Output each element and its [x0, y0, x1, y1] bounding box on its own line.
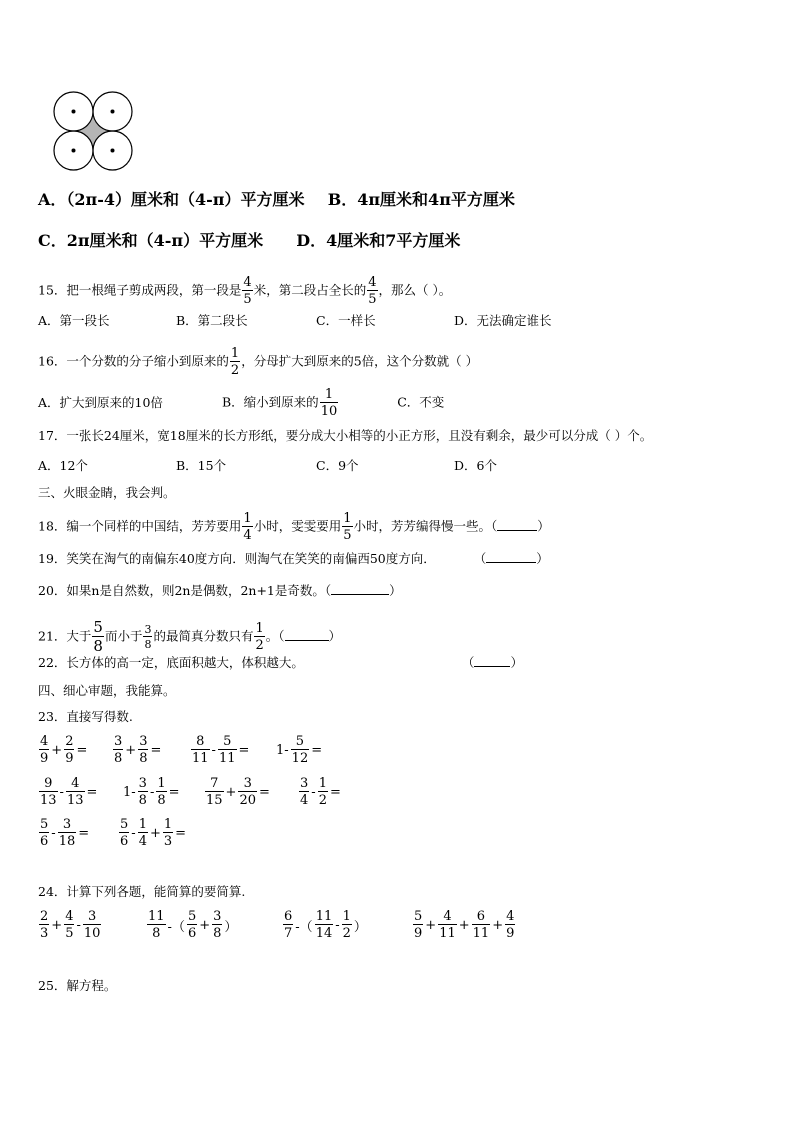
fraction: $\frac{5}{6}$ — [187, 909, 197, 941]
q20-text: 20．如果n是自然数，则2n是偶数，2n+1是奇数。（ — [38, 583, 332, 598]
answer-blank[interactable] — [285, 640, 329, 641]
q15-option-a: A．第一段长 — [38, 313, 110, 328]
q25-title: 25．解方程。 — [38, 978, 117, 993]
q15-options — [38, 313, 552, 329]
q18-text-2: 小时，雯雯要用 — [253, 518, 342, 534]
q17-option-b: B．15个 — [176, 458, 227, 473]
question-21 — [38, 620, 341, 654]
fraction: $\frac{1}{2}$ — [255, 621, 264, 653]
fraction: $\frac{1}{4}$ — [243, 511, 252, 543]
question-17: 17．一张长24厘米，宽18厘米的长方形纸，要分成大小相等的小正方形，且没有剩余，最少可以分成（ ）个。 — [38, 428, 653, 443]
fraction: $\frac{1}{5}$ — [343, 511, 352, 543]
calc-item: $\frac{9}{13}$ - $\frac{4}{13}$ = — [40, 776, 98, 808]
q14-option-b: B．4π厘米和4π平方厘米 — [327, 190, 515, 209]
fraction: $\frac{3}{20}$ — [239, 776, 256, 808]
fraction: $\frac{4}{5}$ — [65, 909, 74, 941]
fraction: $\frac{1}{4}$ — [138, 817, 147, 849]
answer-blank[interactable] — [497, 530, 537, 531]
fraction: $\frac{2}{3}$ — [40, 909, 49, 941]
q15-text-2: 米，第二段占全长的 — [253, 282, 367, 298]
calc-item: $\frac{2}{3}$ + $\frac{4}{5}$ - $\frac{3}{10}$ — [40, 909, 101, 941]
fraction: $\frac{11}{14}$ — [315, 909, 333, 941]
fraction: $\frac{5}{6}$ — [120, 817, 129, 849]
answer-blank[interactable] — [486, 562, 536, 563]
q15-text-1: 15．把一根绳子剪成两段，第一段是 — [38, 282, 242, 298]
fraction: $\frac{8}{11}$ — [192, 734, 209, 766]
fraction: $\frac{6}{7}$ — [284, 909, 293, 941]
fraction: $\frac{5}{12}$ — [291, 734, 309, 766]
fraction: $\frac{4}{13}$ — [66, 776, 84, 808]
calc-item: $\frac{3}{8}$ + $\frac{3}{8}$ = — [114, 734, 162, 766]
calc-item: 1- $\frac{5}{12}$ = — [276, 734, 323, 766]
q24-title: 24．计算下列各题，能简算的要简算. — [38, 884, 246, 899]
q16-options — [38, 388, 444, 418]
q14-options-row1 — [38, 192, 515, 208]
fraction: $\frac{9}{13}$ — [40, 776, 57, 808]
q22-open: （ — [461, 655, 475, 670]
q22-close: ） — [510, 655, 523, 670]
calc-item: $\frac{8}{11}$ - $\frac{5}{11}$ = — [192, 734, 250, 766]
q14-options-row2 — [38, 233, 460, 249]
question-15 — [38, 276, 451, 306]
fraction: $\frac{1}{3}$ — [163, 817, 173, 849]
q16-option-a: A．扩大到原来的10倍 — [38, 394, 163, 410]
fraction: $\frac{7}{15}$ — [206, 776, 223, 808]
q21-text-1: 21．大于 — [38, 628, 92, 644]
calc-item: $\frac{5}{9}$ + $\frac{4}{11}$ + $\frac{6}{11}$ + $\frac{4}{9}$ — [414, 909, 515, 941]
fraction: $\frac{3}{8}$ — [213, 909, 222, 941]
fraction: $\frac{4}{11}$ — [439, 909, 456, 941]
fraction: $\frac{5}{6}$ — [40, 817, 49, 849]
q23-title: 23．直接写得数. — [38, 709, 133, 724]
fraction: $\frac{3}{10}$ — [83, 909, 101, 941]
calc-item: $\frac{11}{8}$ -（ $\frac{5}{6}$ + $\frac{3}{8}$ ） — [148, 909, 238, 941]
fraction: $\frac{1}{2}$ — [318, 776, 327, 808]
q16-option-c: C．不变 — [397, 394, 445, 410]
q21-text-4: 。（ — [265, 628, 285, 644]
calc-item: $\frac{5}{6}$ - $\frac{1}{4}$ + $\frac{1}{3}$ = — [120, 817, 187, 849]
question-18 — [38, 512, 550, 542]
fraction: $\frac{1}{10}$ — [320, 387, 338, 419]
section-4-heading: 四、细心审题，我能算。 — [38, 683, 176, 698]
q18-text-3: 小时，芳芳编得慢一些。（ — [353, 518, 498, 534]
question-22 — [38, 655, 523, 671]
q16-option-b: B．缩小到原来的 — [222, 394, 319, 410]
q18-close: ） — [537, 518, 550, 534]
answer-blank[interactable] — [474, 666, 510, 667]
q20-close: ） — [389, 583, 402, 598]
fraction: $\frac{6}{11}$ — [472, 909, 490, 941]
fraction: $\frac{3}{8}$ — [139, 734, 148, 766]
section-3-heading: 三、火眼金睛，我会判。 — [38, 485, 176, 500]
answer-blank[interactable] — [331, 594, 389, 595]
fraction: $\frac{11}{8}$ — [148, 909, 165, 941]
q15-text-3: ，那么（ ）。 — [378, 282, 452, 298]
fraction: $\frac{4}{5}$ — [368, 275, 377, 307]
fraction: $\frac{4}{9}$ — [40, 734, 49, 766]
fraction: $\frac{1}{8}$ — [157, 776, 166, 808]
q21-close: ） — [328, 628, 342, 644]
q19-open: （ — [473, 551, 487, 566]
fraction: $\frac{5}{9}$ — [414, 909, 423, 941]
q14-option-c: C．2π厘米和（4-π）平方厘米 — [38, 231, 264, 250]
q15-option-b: B．第二段长 — [176, 313, 248, 328]
fraction: $\frac{5}{11}$ — [218, 734, 236, 766]
q18-text-1: 18．编一个同样的中国结，芳芳要用 — [38, 518, 242, 534]
fraction: $\frac{2}{9}$ — [65, 734, 74, 766]
q16-text-1: 16．一个分数的分子缩小到原来的 — [38, 353, 229, 369]
q15-option-c: C．一样长 — [316, 313, 376, 328]
question-20 — [38, 583, 402, 599]
q17-options — [38, 458, 497, 474]
q19-close: ） — [536, 551, 549, 566]
fraction: $\frac{1}{2}$ — [230, 346, 240, 378]
q17-option-c: C．9个 — [316, 458, 359, 473]
q17-option-d: D．6个 — [454, 458, 497, 473]
fraction: $\frac{4}{5}$ — [243, 275, 252, 307]
fraction: $\frac{3}{18}$ — [58, 817, 76, 849]
q14-option-d: D．4厘米和7平方厘米 — [296, 231, 461, 250]
question-16 — [38, 347, 478, 377]
fraction: $\frac{4}{9}$ — [506, 909, 515, 941]
q16-text-2: ，分母扩大到原来的5倍，这个分数就（ ） — [241, 353, 479, 369]
calc-item: $\frac{7}{15}$ + $\frac{3}{20}$ = — [206, 776, 270, 808]
q15-option-d: D．无法确定谁长 — [454, 313, 552, 328]
q17-option-a: A．12个 — [38, 458, 88, 473]
calc-item: $\frac{3}{4}$ - $\frac{1}{2}$ = — [300, 776, 341, 808]
fraction: $\frac{5}{8}$ — [93, 618, 103, 655]
q21-text-2: 而小于 — [104, 628, 143, 644]
calc-item: 1- $\frac{3}{8}$ - $\frac{1}{8}$ = — [123, 776, 180, 808]
q14-option-a: A．（2π-4）厘米和（4-π）平方厘米 — [38, 190, 305, 209]
calc-item: $\frac{4}{9}$ + $\frac{2}{9}$ = — [40, 734, 88, 766]
q22-text: 22．长方体的高一定，底面积越大，体积越大。 — [38, 655, 304, 670]
q19-text: 19．笑笑在淘气的南偏东40度方向．则淘气在笑笑的南偏西50度方向． — [38, 551, 436, 566]
calc-item: $\frac{5}{6}$ - $\frac{3}{18}$ = — [40, 817, 90, 849]
fraction: $\frac{3}{4}$ — [300, 776, 309, 808]
fraction: $\frac{3}{8}$ — [138, 776, 147, 808]
question-19 — [38, 551, 549, 567]
fraction: $\frac{1}{2}$ — [342, 909, 351, 941]
q21-text-3: 的最简真分数只有 — [153, 628, 254, 644]
four-circles-figure — [52, 90, 134, 172]
fraction: $\frac{3}{8}$ — [114, 734, 123, 766]
calc-item: $\frac{6}{7}$ -（ $\frac{11}{14}$ - $\frac{1}{2}$ ） — [284, 909, 367, 941]
fraction: $\frac{3}{8}$ — [144, 623, 152, 651]
